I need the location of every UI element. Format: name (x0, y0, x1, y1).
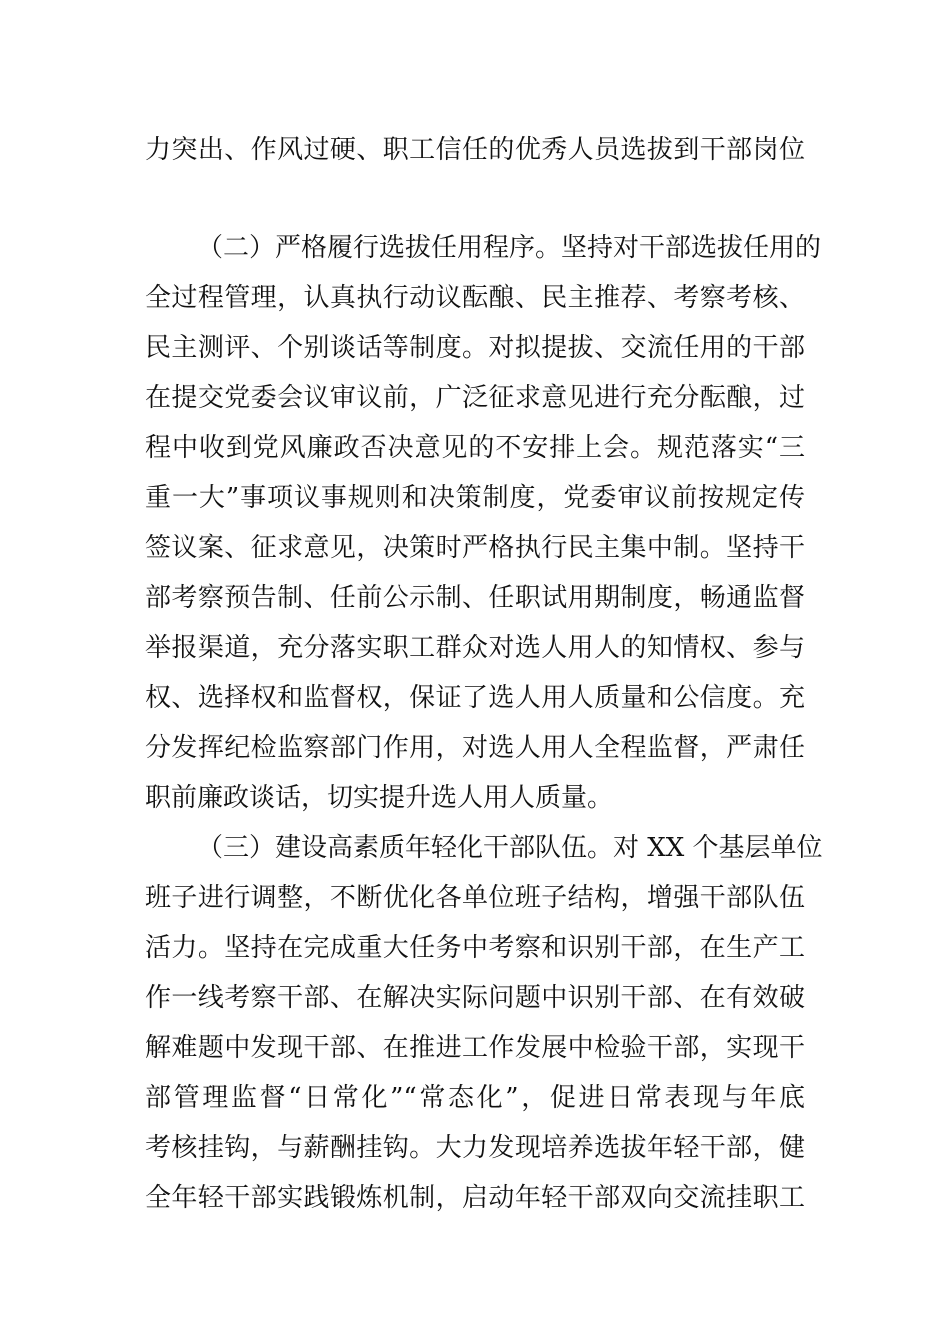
section-heading-line: （二）严格履行选拔任用程序。坚持对干部选拔任用的 (197, 233, 822, 263)
text-line: 在提交党委会议审议前，广泛征求意见进行充分酝酿，过 (145, 383, 805, 413)
text-line: 班子进行调整，不断优化各单位班子结构，增强干部队伍 (145, 883, 805, 913)
text-line: 民主测评、个别谈话等制度。对拟提拔、交流任用的干部 (145, 333, 805, 363)
text-line: 全年轻干部实践锻炼机制，启动年轻干部双向交流挂职工 (145, 1183, 805, 1213)
text-line: 签议案、征求意见，决策时严格执行民主集中制。坚持干 (145, 533, 805, 563)
text-line: 重一大”事项议事规则和决策制度，党委审议前按规定传 (145, 483, 805, 513)
text-line: 部管理监督“日常化”“常态化”，促进日常表现与年底 (145, 1083, 805, 1113)
text-line: 分发挥纪检监察部门作用，对选人用人全程监督，严肃任 (145, 733, 805, 763)
text-line: 作一线考察干部、在解决实际问题中识别干部、在有效破 (145, 983, 805, 1013)
text-line: 考核挂钩，与薪酬挂钩。大力发现培养选拔年轻干部，健 (145, 1133, 805, 1163)
text-line: 力突出、作风过硬、职工信任的优秀人员选拔到干部岗位 (145, 135, 805, 165)
text-line: 权、选择权和监督权，保证了选人用人质量和公信度。充 (145, 683, 805, 713)
text-line: 解难题中发现干部、在推进工作发展中检验干部，实现干 (145, 1033, 805, 1063)
text-line: 部考察预告制、任前公示制、任职试用期制度，畅通监督 (145, 583, 805, 613)
text-line: 活力。坚持在完成重大任务中考察和识别干部，在生产工 (145, 933, 805, 963)
text-line: 举报渠道，充分落实职工群众对选人用人的知情权、参与 (145, 633, 805, 663)
section-heading-line: （三）建设高素质年轻化干部队伍。对 XX 个基层单位 (197, 833, 823, 863)
text-line: 程中收到党风廉政否决意见的不安排上会。规范落实“三 (145, 433, 805, 463)
text-line: 全过程管理，认真执行动议酝酿、民主推荐、考察考核、 (145, 283, 805, 313)
text-line: 职前廉政谈话，切实提升选人用人质量。 (145, 783, 614, 813)
